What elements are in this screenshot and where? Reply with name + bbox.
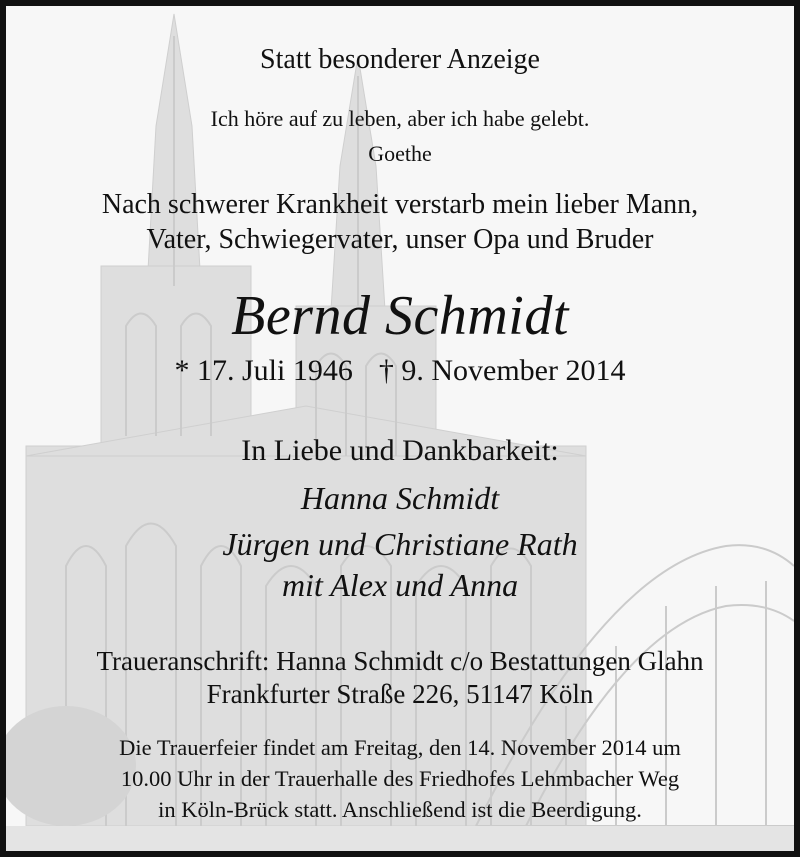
ceremony-line-1: Die Trauerfeier findet am Freitag, den 14. November 2014 um — [119, 735, 681, 760]
birth-date: * 17. Juli 1946 — [174, 354, 353, 387]
deceased-name: Bernd Schmidt — [231, 285, 569, 347]
address-line-1: Traueranschrift: Hanna Schmidt c/o Bestattungen Glahn — [96, 646, 704, 676]
announcement-line-2: Vater, Schwiegervater, unser Opa und Bruder — [146, 224, 654, 255]
mourner-name: Jürgen und Christiane Rath — [222, 526, 578, 562]
ceremony-line-3: in Köln-Brück statt. Anschließend ist die Beerdigung. — [158, 797, 642, 822]
cathedral-bridge-watermark — [6, 6, 794, 851]
quote-text: Ich höre auf zu leben, aber ich habe gelebt. — [210, 106, 590, 131]
mourners-intro: In Liebe und Dankbarkeit: — [241, 434, 559, 467]
mourner-name: Hanna Schmidt — [300, 480, 500, 516]
life-dates — [6, 354, 794, 388]
notice-heading: Statt besonderer Anzeige — [260, 44, 540, 75]
address-line-2: Frankfurter Straße 226, 51147 Köln — [206, 679, 594, 709]
announcement-line-1: Nach schwerer Krankheit verstarb mein lieber Mann, — [101, 189, 699, 220]
ceremony-line-2: 10.00 Uhr in der Trauerhalle des Friedhofes Lehmbacher Weg — [120, 766, 680, 791]
mourner-name: mit Alex und Anna — [281, 567, 519, 603]
quote-author: Goethe — [368, 141, 432, 166]
death-date: † 9. November 2014 — [378, 354, 626, 387]
